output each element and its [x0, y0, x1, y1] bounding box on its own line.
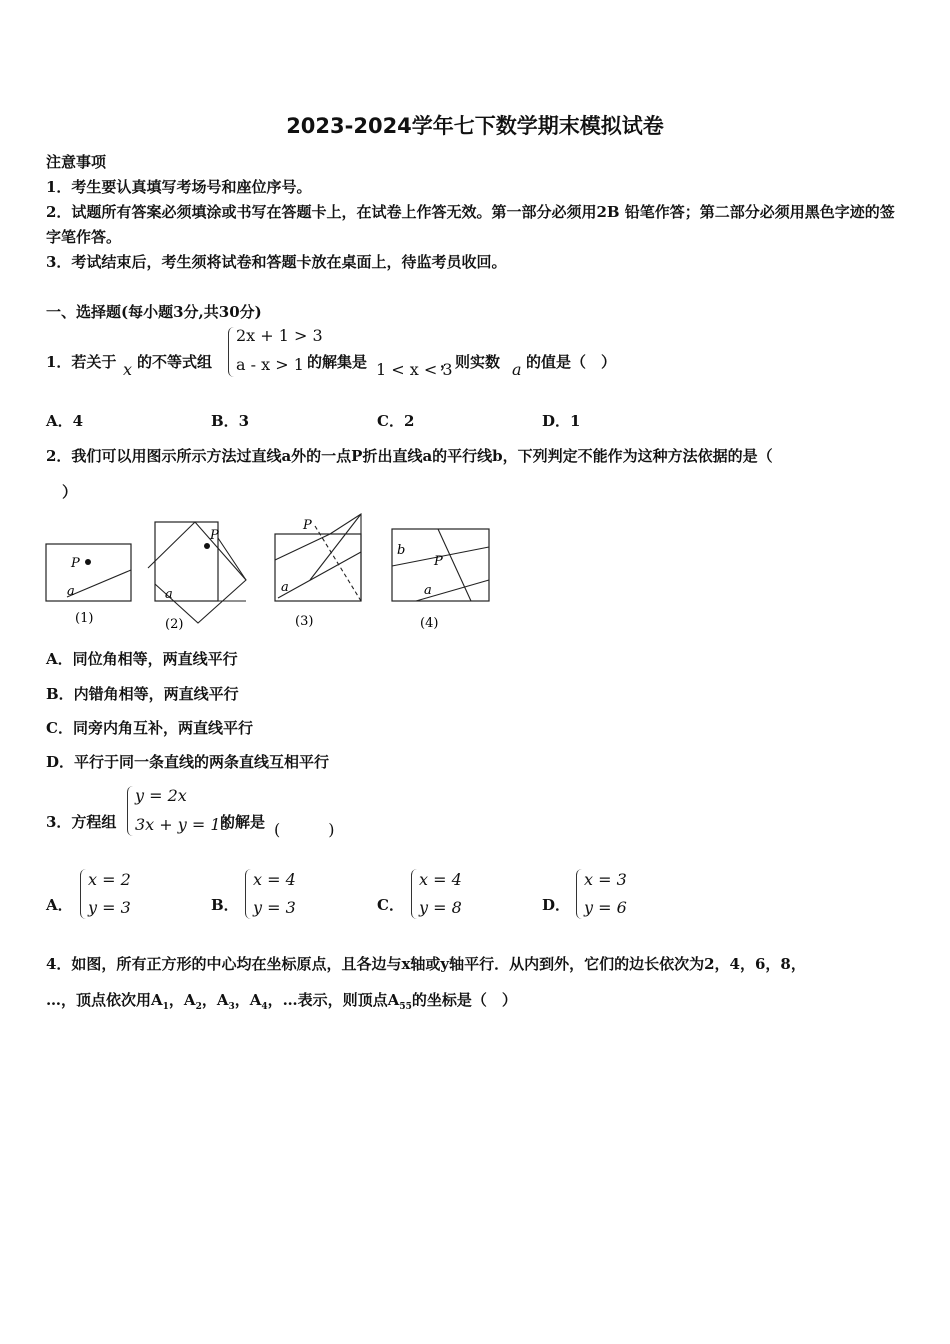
q1-system-line-2: a - x > 1	[236, 355, 304, 374]
q3-option-d-brace	[576, 869, 583, 919]
q2-option-d[interactable]: D．平行于同一条直线的两条直线互相平行	[46, 753, 330, 771]
q4-sym-a2: A	[183, 991, 196, 1009]
point-p-dot	[204, 543, 210, 549]
fig2-label-a: a	[165, 587, 173, 602]
q4-sep-2: ，	[201, 991, 217, 1009]
q2-option-b[interactable]: B．内错角相等，两直线平行	[46, 685, 239, 703]
fig4-label-p: P	[434, 554, 443, 569]
q1-prefix: 1．若关于	[46, 353, 117, 371]
q3-option-c-label: C．	[377, 896, 404, 914]
q1-var-a: a	[512, 360, 522, 379]
q1-system-line-1: 2x + 1 > 3	[236, 326, 323, 345]
q2-option-c[interactable]: C．同旁内角互补，两直线平行	[46, 719, 253, 737]
figure-2	[148, 522, 246, 632]
notice-item-1: 1．考生要认真填写考场号和座位序号。	[46, 178, 312, 196]
q3-option-b[interactable]	[211, 866, 361, 926]
fig4-label-a: a	[424, 583, 432, 598]
notice-item-3: 3．考试结束后，考生须将试卷和答题卡放在桌面上，待监考员收回。	[46, 253, 507, 271]
q1-option-a[interactable]: A．4	[46, 412, 84, 430]
q1-system-brace	[228, 327, 235, 377]
fig4-label-b: b	[397, 543, 406, 558]
q3-option-d-line-1: x = 3	[584, 870, 627, 889]
q4-sub-4: 4	[261, 1002, 268, 1012]
section-heading: 一、选择题(每小题3分,共30分)	[46, 303, 262, 321]
q3-option-c-line-1: x = 4	[419, 870, 462, 889]
q1-text-c: ，则实数	[440, 353, 501, 371]
fig1-label-a: a	[67, 584, 75, 599]
q3-option-a-brace	[80, 869, 87, 919]
q1-solution: 1 < x < 3	[376, 360, 453, 379]
notice-block	[46, 150, 908, 275]
q1-text-d: 的值是（ ）	[526, 353, 617, 371]
q3-option-b-line-1: x = 4	[253, 870, 296, 889]
q1-option-d[interactable]: D．1	[542, 412, 581, 430]
q4-sub-2: 2	[195, 1002, 202, 1012]
q4-text-line-2	[46, 989, 517, 1012]
fig4-caption: (4)	[420, 616, 439, 631]
fig2-label-p: P	[210, 528, 219, 543]
fig1-label-p: P	[71, 556, 80, 571]
q3-system-line-1: y = 2x	[135, 786, 187, 805]
q3-option-b-brace	[245, 869, 252, 919]
q3-option-d-label: D．	[542, 896, 571, 914]
q1-option-b[interactable]: B．3	[211, 412, 250, 430]
figure-1	[46, 544, 131, 626]
q3-option-b-label: B．	[211, 896, 239, 914]
figure-3	[275, 514, 361, 629]
q3-option-c-brace	[411, 869, 418, 919]
q3-option-a-label: A．	[46, 896, 73, 914]
q4-sub-55: 55	[399, 1002, 412, 1012]
q2-figures	[40, 510, 500, 635]
q3-option-c[interactable]	[377, 866, 527, 926]
fig2-caption: (2)	[165, 617, 184, 632]
q3-paren: ( )	[274, 820, 335, 839]
q2-text-line-1: 2．我们可以用图示所示方法过直线a外的一点P折出直线a的平行线b，下列判定不能作为这种方法依据的是（	[46, 447, 773, 465]
q3-system-line-2: 3x + y = 15	[135, 815, 231, 834]
q3-option-a-line-2: y = 3	[88, 898, 131, 917]
question-1	[0, 322, 950, 382]
q3-option-d[interactable]	[542, 866, 692, 926]
page-title: 2023-2024学年七下数学期末模拟试卷	[286, 114, 664, 138]
q3-option-b-line-2: y = 3	[253, 898, 296, 917]
q3-option-d-line-2: y = 6	[584, 898, 627, 917]
fig3-label-p: P	[303, 518, 312, 533]
q4-sep-1: ，	[168, 991, 184, 1009]
q4-text-post: 的坐标是（ ）	[411, 991, 517, 1009]
q3-prefix: 3．方程组	[46, 813, 117, 831]
q1-text-a: 的不等式组	[137, 353, 213, 371]
fig3-label-a: a	[281, 580, 289, 595]
question-3	[0, 780, 950, 840]
q4-text-pre: …，顶点依次用A	[46, 991, 163, 1009]
fig3-caption: (3)	[295, 614, 314, 629]
q2-option-a[interactable]: A．同位角相等，两直线平行	[46, 650, 238, 668]
q4-sym-a4: A	[249, 991, 262, 1009]
q4-sep-3: ，	[234, 991, 250, 1009]
q4-text-line-1: 4．如图，所有正方形的中心均在坐标原点，且各边与x轴或y轴平行．从内到外，它们的边长依次为2，4，6，8，	[46, 955, 806, 973]
q3-option-a-line-1: x = 2	[88, 870, 131, 889]
fig1-caption: (1)	[75, 611, 94, 626]
notice-heading: 注意事项	[46, 153, 107, 171]
q1-text-b: 的解集是	[307, 353, 368, 371]
q3-suffix: 的解是	[220, 813, 266, 831]
q4-sub-3: 3	[228, 1002, 235, 1012]
q1-var-x: x	[123, 360, 133, 379]
q4-text-mid: ，…表示，则顶点A	[267, 991, 400, 1009]
q4-sub-1: 1	[162, 1002, 169, 1012]
q3-option-a[interactable]	[46, 866, 196, 926]
q3-option-c-line-2: y = 8	[419, 898, 462, 917]
notice-item-2: 2．试题所有答案必须填涂或书写在答题卡上，在试卷上作答无效。第一部分必须用2B 铅笔作答；第二部分必须用黑色字迹的签字笔作答。	[46, 203, 895, 246]
q3-system-brace	[127, 786, 134, 836]
q1-option-c[interactable]: C．2	[377, 412, 415, 430]
q2-text-line-2: ）	[62, 483, 78, 501]
point-p-dot	[85, 559, 91, 565]
figure-4	[392, 529, 489, 631]
q4-sym-a3: A	[216, 991, 229, 1009]
